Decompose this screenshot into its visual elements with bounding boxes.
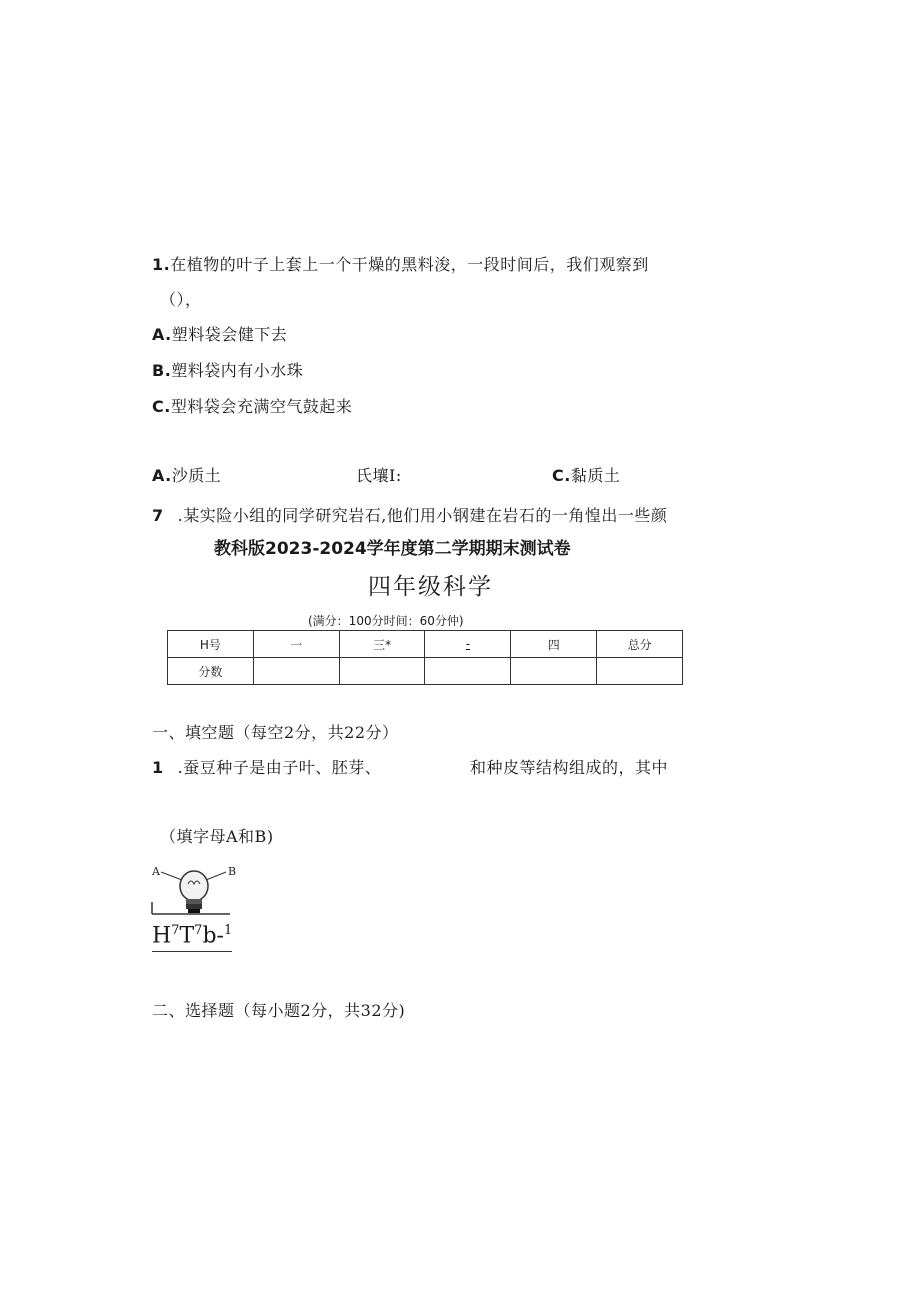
soil-option-c <box>552 463 620 486</box>
formula-exponent: 7 <box>171 923 180 938</box>
score-cell[interactable] <box>253 658 339 685</box>
option-text: 黏质土 <box>570 466 621 485</box>
table-header-cell: 四 <box>511 631 597 658</box>
soil-option-a <box>152 463 221 486</box>
option-letter: C. <box>552 466 571 485</box>
option-text: 沙质土 <box>171 466 222 485</box>
question-number: 7 <box>152 506 164 525</box>
figure-label-b: B <box>228 865 237 878</box>
exam-subtitle: 四年级科学 <box>368 574 493 600</box>
formula-exponent: 7 <box>194 923 203 938</box>
formula-part: T <box>179 923 195 949</box>
answer-blank: （）， <box>160 290 202 309</box>
option-letter: B. <box>152 361 172 380</box>
score-table <box>167 630 683 685</box>
option-c <box>152 394 352 417</box>
table-row <box>168 658 683 685</box>
option-text: 塑料袋会健下去 <box>171 325 288 344</box>
question-number: 1 <box>152 758 164 777</box>
section-2-title: 二、选择题（每小题2分，共32分) <box>152 1001 406 1020</box>
fill-note: （填字母A和B) <box>160 827 274 846</box>
exam-info: (满分：100分时间：60分仲) <box>308 614 464 628</box>
question-text: 在植物的叶子上套上一个干燥的黑料浚，一段时间后，我们观察到 <box>170 255 649 274</box>
option-letter: C. <box>152 397 171 416</box>
table-header-cell: 总分 <box>597 631 683 658</box>
table-header-cell: - <box>425 631 511 658</box>
section-1-title: 一、填空题（每空2分，共22分） <box>152 723 399 742</box>
score-cell[interactable] <box>339 658 425 685</box>
score-cell[interactable] <box>511 658 597 685</box>
option-text: 塑料袋内有小水珠 <box>171 361 304 380</box>
question-text-continued: 和种皮等结构组成的，其中 <box>470 758 669 777</box>
light-bulb-figure <box>150 862 240 922</box>
option-letter: A. <box>152 466 172 485</box>
formula-part: b- <box>202 923 224 949</box>
option-a <box>152 322 287 345</box>
table-header-row <box>168 631 683 658</box>
light-bulb-icon <box>150 862 240 922</box>
question-7 <box>152 503 667 526</box>
option-text: 型料袋会充满空气鼓起来 <box>170 397 353 416</box>
formula-part: H <box>152 923 172 949</box>
table-header-cell: H号 <box>168 631 254 658</box>
option-text: 氏壤I: <box>356 466 402 485</box>
question-number: 1. <box>152 255 171 274</box>
option-b <box>152 358 303 381</box>
exam-title: 教科版2023-2024学年度第二学期期末测试卷 <box>214 539 571 559</box>
option-letter: A. <box>152 325 172 344</box>
question-1 <box>152 252 649 275</box>
section-1-question-1 <box>152 755 381 778</box>
score-cell[interactable] <box>597 658 683 685</box>
question-text: .蚕豆种子是由子叶、胚芽、 <box>177 758 382 777</box>
score-cell[interactable] <box>425 658 511 685</box>
row-label: 分数 <box>168 658 254 685</box>
table-header-cell: 一 <box>253 631 339 658</box>
question-text: .某实险小组的同学研究岩石,他们用小钢建在岩石的一角惶出一些颜 <box>177 506 668 525</box>
formula-text <box>152 918 232 952</box>
formula-exponent: 1 <box>223 923 233 938</box>
soil-option-b <box>356 463 402 486</box>
table-header-cell: 三* <box>339 631 425 658</box>
figure-label-a: A <box>152 865 160 878</box>
